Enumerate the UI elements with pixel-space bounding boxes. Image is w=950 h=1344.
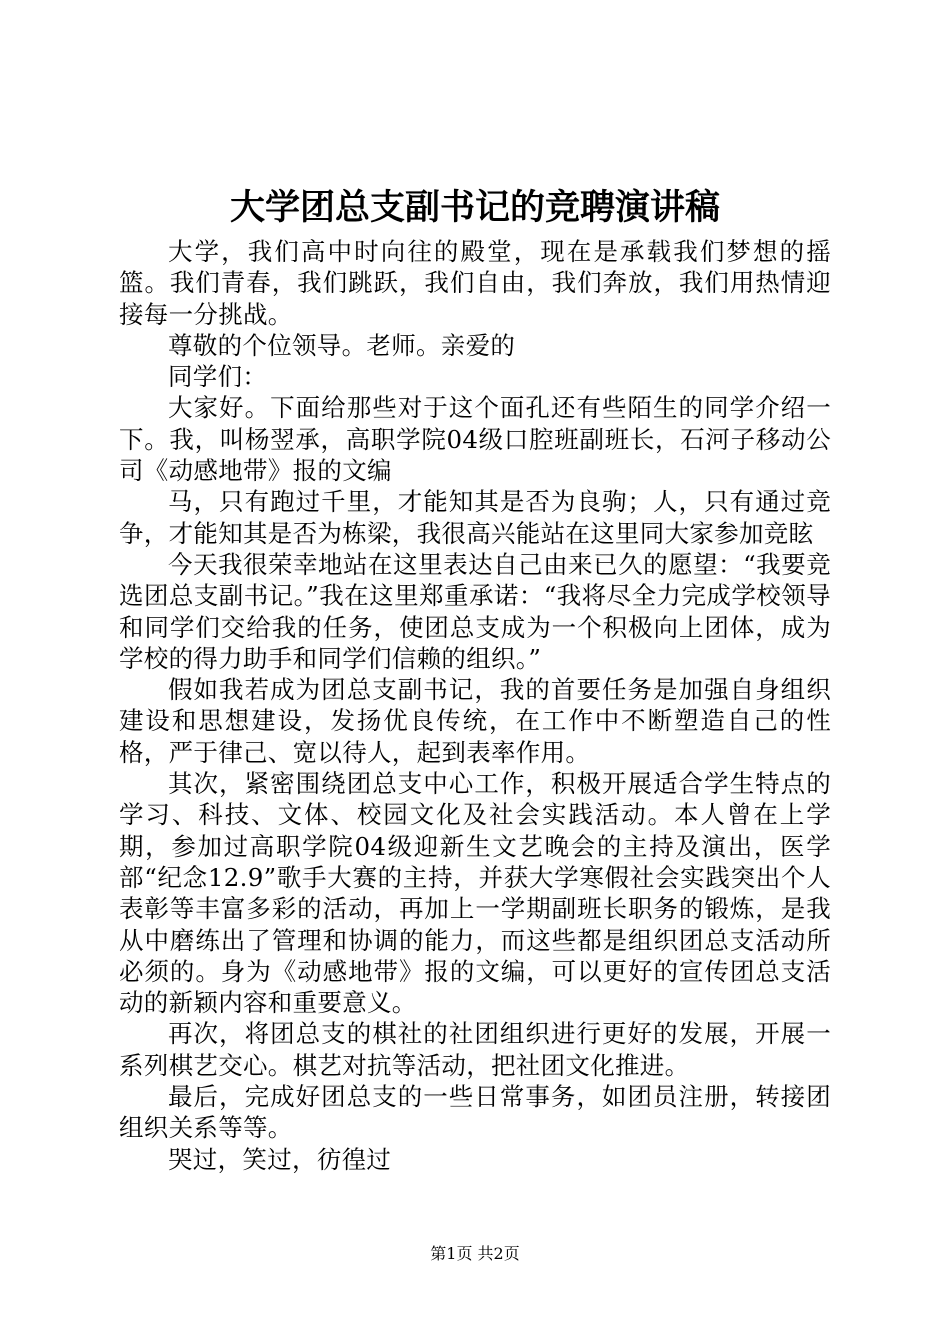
paragraph: 最后，完成好团总支的一些日常事务，如团员注册，转接团组织关系等等。: [119, 1082, 831, 1143]
paragraph: 马，只有跑过千里，才能知其是否为良驹；人，只有通过竞争，才能知其是否为栋梁，我很高兴能站在这里同大家参加竞眩: [119, 487, 831, 548]
paragraph: 再次，将团总支的棋社的社团组织进行更好的发展，开展一系列棋艺交心。棋艺对抗等活动，把社团文化推进。: [119, 1019, 831, 1080]
paragraph: 同学们：: [168, 362, 268, 392]
paragraph: 大学，我们高中时向往的殿堂，现在是承载我们梦想的摇篮。我们青春，我们跳跃，我们自由，我们奔放，我们用热情迎接每一分挑战。: [119, 237, 831, 329]
paragraph: 今天我很荣幸地站在这里表达自己由来已久的愿望：“我要竞选团总支副书记。”我在这里郑重承诺：“我将尽全力完成学校领导和同学们交给我的任务，使团总支成为一个积极向上团体，成为学校的得力助手和同学们信赖的组织。”: [119, 549, 831, 673]
document-body: [119, 236, 831, 1175]
page-footer: 第1页 共2页: [430, 1244, 520, 1263]
paragraph: 大家好。下面给那些对于这个面孔还有些陌生的同学介绍一下。我，叫杨翌承，高职学院04级口腔班副班长，石河子移动公司《动感地带》报的文编: [119, 393, 831, 486]
paragraph: 哭过，笑过，彷徨过: [168, 1144, 392, 1174]
paragraph: 尊敬的个位领导。老师。亲爱的: [168, 330, 516, 360]
paragraph: 假如我若成为团总支副书记，我的首要任务是加强自身组织建设和思想建设，发扬优良传统，在工作中不断塑造自己的性格，严于律己、宽以待人，起到表率作用。: [119, 675, 831, 767]
document-title: 大学团总支副书记的竞聘演讲稿: [229, 188, 720, 228]
paragraph: 其次，紧密围绕团总支中心工作，积极开展适合学生特点的学习、科技、文体、校园文化及社会实践活动。本人曾在上学期，参加过高职学院04级迎新生文艺晚会的主持及演出，医学部“纪念12.9”歌手大赛的主持，并获大学寒假社会实践突出个人表彰等丰富多彩的活动，再加上一学期副班长职务的锻炼，是我从中磨练出了管理和协调的能力，而这些都是组织团总支活动所必须的。身为《动感地带》报的文编，可以更好的宣传团总支活动的新颖内容和重要意义。: [119, 769, 831, 1018]
